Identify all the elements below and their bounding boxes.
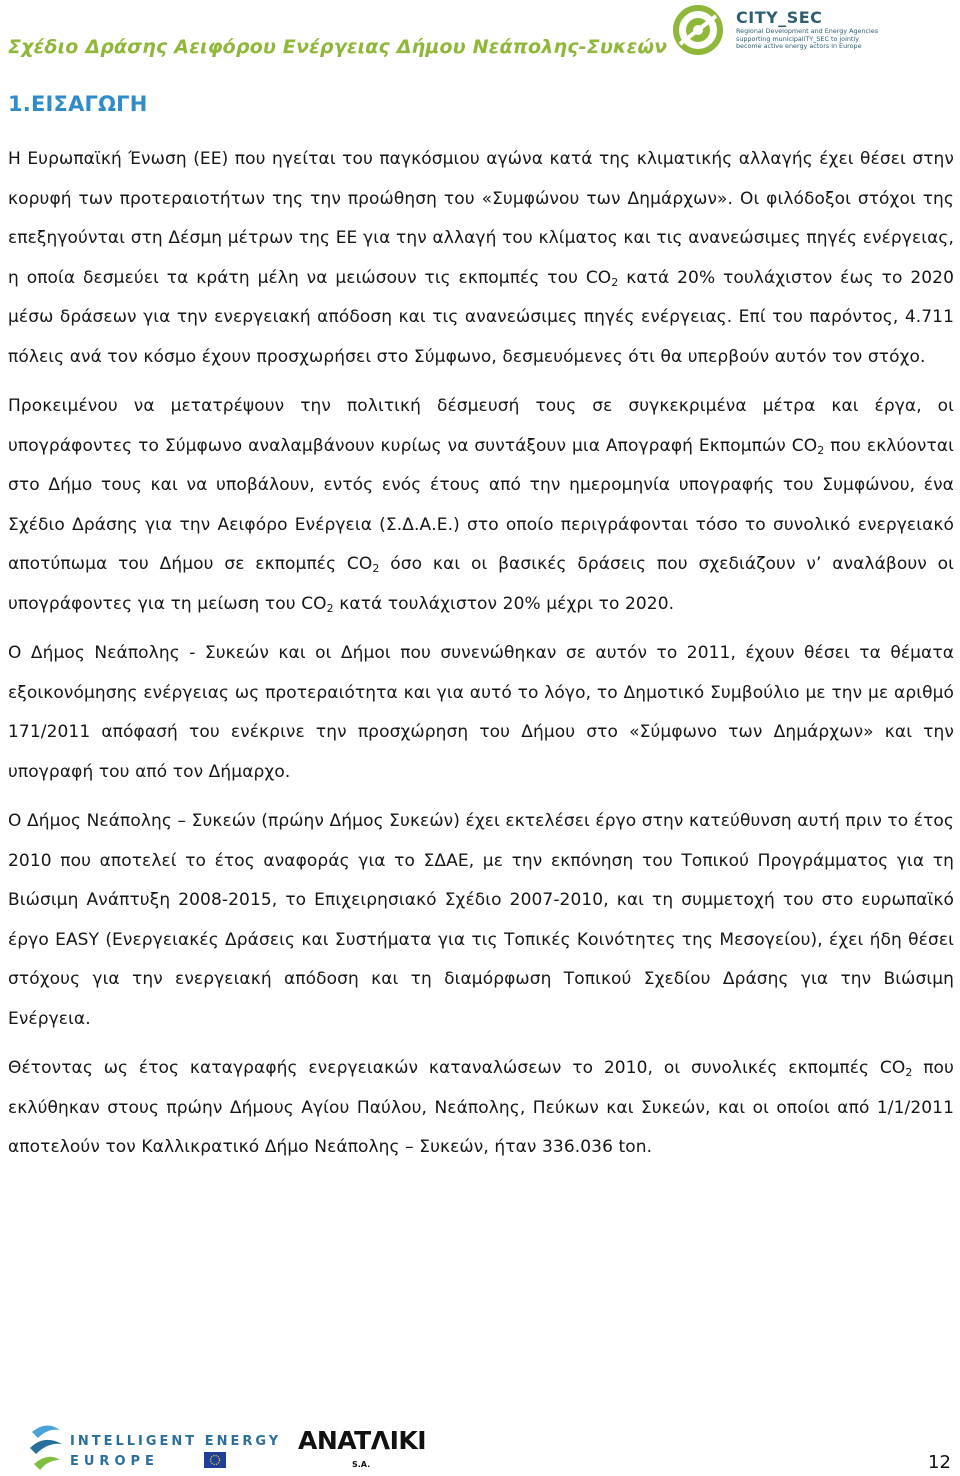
iee-swirl-icon — [26, 1418, 66, 1474]
anatoliki-logo-text: ANATΛIKI — [298, 1426, 427, 1455]
paragraph-intro — [8, 140, 954, 377]
section-heading: 1.ΕΙΣΑΓΩΓΗ — [8, 92, 148, 116]
text-run: όσο και οι βασικές δράσεις που σχεδιάζουν ν’ αναλάβουν οι υπογράφοντες για τη μείωση του CO — [8, 554, 955, 614]
document-title: Σχέδιο Δράσης Αειφόρου Ενέργειας Δήμου Νεάπολης-Συκεών — [8, 36, 668, 58]
city-sec-logo-name: CITY_SEC — [736, 8, 823, 27]
paragraph-emissions — [8, 1049, 954, 1168]
tagline-line: supporting municipaliTY_SEC to jointly — [736, 34, 859, 43]
subscript: 2 — [817, 443, 825, 457]
text-run: που εκλύονται στο Δήμο τους και να υποβάλουν, εντός ενός έτους από την ημερομηνία υπογραφής του Συμφώνου, ένα Σχέδιο Δράσης για την Αειφόρο Ενέργεια (Σ.Δ.Α.Ε.) στο οποίο περιγράφονται τόσο το συνολικό ενεργειακό αποτύπωμα του Δήμου σε εκπομπές CO — [8, 435, 954, 574]
subscript: 2 — [905, 1066, 913, 1079]
text-run: Θέτοντας ως έτος καταγραφής ενεργειακών καταναλώσεων το 2010, οι συνολικές εκπομπές CO — [8, 1058, 906, 1078]
document-body — [8, 140, 954, 1178]
page-header — [0, 0, 960, 70]
tagline-line: become active energy actors in Europe — [736, 42, 862, 51]
paragraph-municipality: Ο Δήμος Νεάπολης - Συκεών και οι Δήμοι που συνενώθηκαν σε αυτόν το 2011, έχουν θέσει τα θέματα εξοικονόμησης ενέργειας ως προτεραιότητα και για αυτό το λόγο, το Δημοτικό Συμβούλιο με την με αριθμό 171/2011 απόφασή του ενέκρινε την προσχώρηση του Δήμου στο «Σύμφωνο των Δημάρχων» και την υπογραφή του από τον Δήμαρχο. — [8, 643, 954, 782]
intelligent-energy-europe-logo — [26, 1418, 296, 1474]
subscript: 2 — [372, 562, 380, 575]
city-sec-logo-tagline — [736, 28, 912, 51]
subscript: 2 — [611, 275, 619, 289]
text-run: Η Ευρωπαϊκή Ένωση (ΕΕ) που ηγείται του παγκόσμιου αγώνα κατά της κλιματικής αλλαγής έχει θέσει στην κορυφή των προτεραιοτήτων της την προώθηση του «Συμφώνου των Δημάρχων». Οι φιλόδοξοι στόχοι της επεξηγούνται στη Δέσμη μέτρων της ΕΕ για την αλλαγή του κλίματος και τις ανανεώσιμες πηγές ενέργειας, η οποία δεσμεύει τα κράτη μέλη να μειώσουν τις εκπομπές του CO — [8, 149, 954, 288]
eu-flag-icon — [204, 1452, 226, 1468]
paragraph-prior-work: Ο Δήμος Νεάπολης – Συκεών (πρώην Δήμος Συκεών) έχει εκτελέσει έργο στην κατεύθυνση αυτή πριν το έτος 2010 που αποτελεί το έτος αναφοράς για το ΣΔΑΕ, με την εκπόνηση του Τοπικού Προγράμματος για τη Βιώσιμη Ανάπτυξη 2008-2015, το Επιχειρησιακό Σχέδιο 2007-2010, και τη συμμετοχή του στο ευρωπαϊκό έργο EASY (Ενεργειακές Δράσεις και Συστήματα για τις Τοπικές Κοινότητες της Μεσογείου), έχει ήδη θέσει στόχους για την ενεργειακή απόδοση και τη διαμόρφωση Τοπικού Σχεδίου Δράσης για την Βιώσιμη Ενέργεια. — [8, 811, 954, 1029]
iee-logo-line1: INTELLIGENT ENERGY — [70, 1434, 282, 1449]
city-sec-logo — [670, 4, 914, 56]
tagline-line: Regional Development and Energy Agencies — [736, 27, 879, 35]
paragraph-signatories — [8, 387, 954, 624]
anatoliki-logo — [298, 1418, 427, 1474]
text-run: Προκειμένου να μετατρέψουν την πολιτική δέσμευσή τους σε συγκεκριμένα μέτρα και έργα, οι υπογράφοντες το Σύμφωνο αναλαμβάνουν κυρίως να συντάξουν μια Απογραφή Εκπομπών CO — [8, 396, 954, 456]
subscript: 2 — [326, 601, 334, 615]
text-run: που εκλύθηκαν στους πρώην Δήμους Αγίου Παύλου, Νεάπολης, Πεύκων και Συκεών, και οι οποίοι από 1/1/2011 αποτελούν τον Καλλικρατικό Δήμο Νεάπολης – Συκεών, ήταν 336.036 ton. — [8, 1058, 954, 1157]
text-run: κατά 20% τουλάχιστον έως το 2020 μέσω δράσεων για την ενεργειακή απόδοση και τις ανανεώσιμες πηγές ενέργειας. Επί του παρόντος, 4.711 πόλεις ανά τον κόσμο έχουν προσχωρήσει στο Σύμφωνο, δεσμευόμενες ότι θα υπερβούν αυτόν τον στόχο. — [8, 267, 954, 367]
city-sec-emblem-icon — [670, 4, 728, 56]
text-run: κατά τουλάχιστον 20% μέχρι το 2020. — [333, 593, 675, 614]
iee-logo-line2: EUROPE — [70, 1454, 159, 1469]
page-number: 12 — [928, 1452, 951, 1473]
anatoliki-logo-suffix: S.A. — [352, 1460, 371, 1469]
